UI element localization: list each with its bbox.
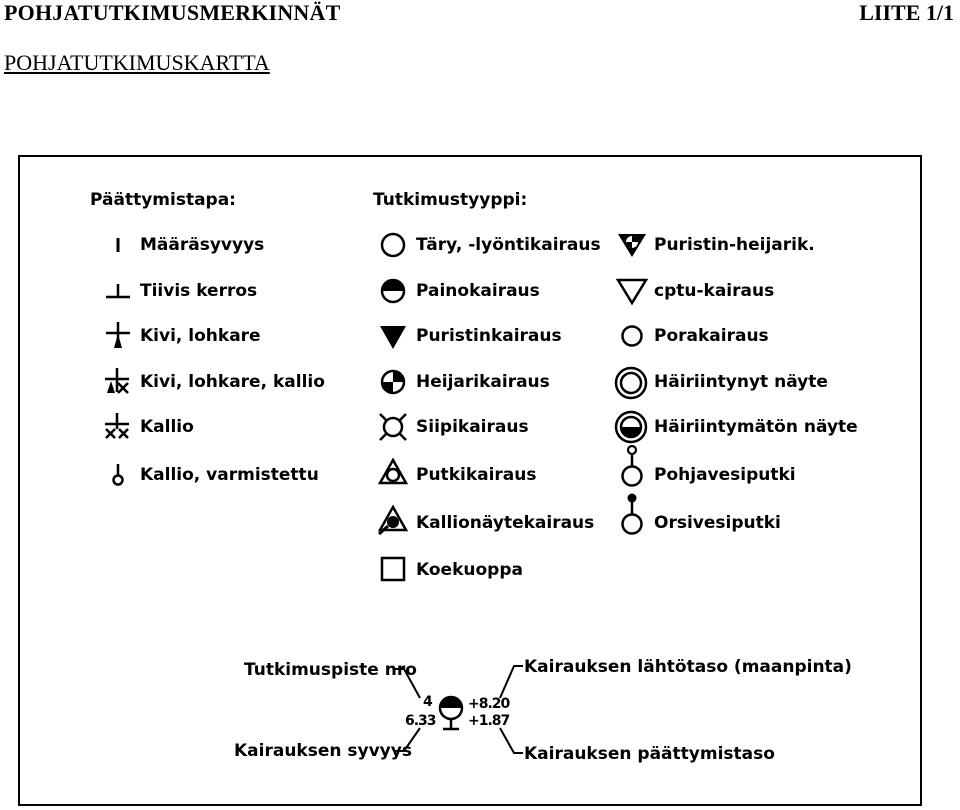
survey-label-c2-4: Häiriintymätön näyte [654,417,858,437]
document-title: POHJATUTKIMUSMERKINNÄT [4,0,341,25]
termination-label-3: Kivi, lohkare, kallio [140,372,325,392]
termination-heading: Päättymistapa: [90,190,236,210]
survey-type-heading: Tutkimustyyppi: [373,190,528,210]
example-point-icon [437,695,465,735]
start-level-label: Kairauksen lähtötaso (maanpinta) [524,657,852,677]
termination-label-1: Tiivis kerros [140,281,258,301]
end-level-label: Kairauksen päättymistaso [524,744,775,764]
survey-label-c2-3: Häiriintynyt näyte [654,372,828,392]
survey-label-c2-0: Puristin-heijarik. [654,235,815,255]
example-point-number: 4 [423,694,432,710]
example-start-level: +8.20 [468,696,510,712]
survey-label-3: Heijarikairaus [416,372,550,392]
survey-label-4: Siipikairaus [416,417,529,437]
example-depth: 6.33 [405,713,436,729]
depth-label: Kairauksen syvyys [234,741,412,761]
survey-label-0: Täry, -lyöntikairaus [416,235,601,255]
point-number-label: Tutkimuspiste nro [244,660,417,680]
document-subtitle: POHJATUTKIMUSKARTTA [4,50,270,75]
survey-label-c2-6: Orsivesiputki [654,513,781,533]
survey-label-5: Putkikairaus [416,465,537,485]
termination-label-4: Kallio [140,417,194,437]
termination-label-5: Kallio, varmistettu [140,465,319,485]
termination-label-2: Kivi, lohkare [140,326,261,346]
survey-label-2: Puristinkairaus [416,326,562,346]
survey-label-c2-5: Pohjavesiputki [654,465,796,485]
example-end-level: +1.87 [468,713,510,729]
appendix-number: LIITE 1/1 [859,0,954,25]
survey-label-1: Painokairaus [416,281,540,301]
survey-label-6: Kallionäytekairaus [416,513,595,533]
survey-label-7: Koekuoppa [416,560,523,580]
survey-label-c2-1: cptu-kairaus [654,281,775,301]
survey-label-c2-2: Porakairaus [654,326,769,346]
termination-label-0: Määräsyvyys [140,235,265,255]
